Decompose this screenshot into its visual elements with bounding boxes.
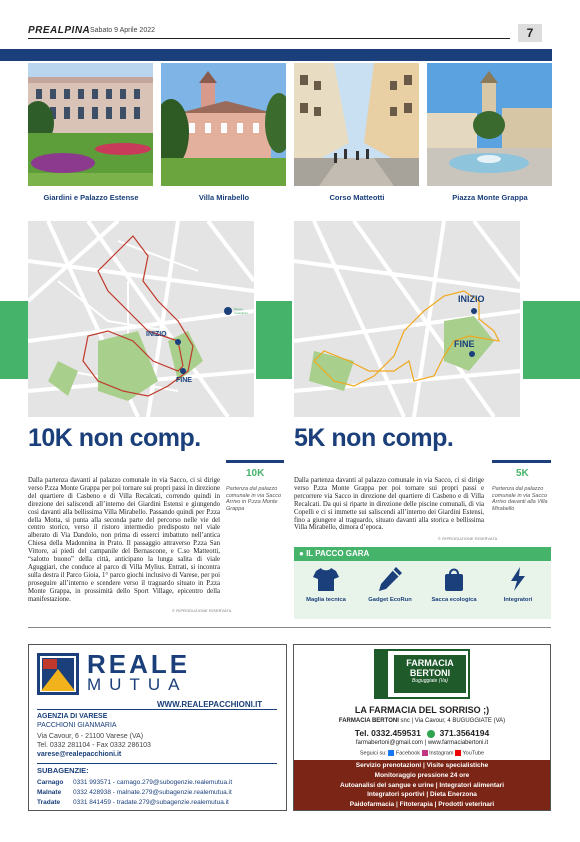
farmacia-logo-line3: Buguggiate (Va) bbox=[412, 678, 448, 684]
subagency-phone: 0331 841459 bbox=[73, 799, 111, 806]
farmacia-logo-stripe bbox=[376, 651, 388, 697]
decorative-band bbox=[256, 301, 292, 379]
map-finish-label: FINE bbox=[176, 377, 192, 384]
farmacia-tel[interactable]: Tel. 0332.459531 bbox=[354, 728, 421, 738]
farmacia-logo-plate bbox=[394, 655, 466, 693]
copyright-note: © RIPRODUZIONE RISERVATA bbox=[438, 537, 498, 541]
service-line: Integratori sportivi | Dieta Enerzona bbox=[367, 791, 477, 799]
subagency-phone: 0331 993571 bbox=[73, 779, 111, 786]
decorative-band bbox=[0, 301, 28, 379]
service-line: Servizio prenotazioni | Visite specialistiche bbox=[355, 762, 489, 769]
lightning-icon bbox=[505, 566, 531, 592]
copyright-note: © RIPRODUZIONE RISERVATA bbox=[172, 609, 232, 613]
agency-phone: Tel. 0332 281104 - Fax 0332 286103 bbox=[37, 742, 151, 749]
title-rule bbox=[492, 460, 551, 463]
section-divider bbox=[28, 627, 551, 628]
photo-caption: Corso Matteotti bbox=[329, 193, 385, 202]
pacco-item-label: Sacca ecologica bbox=[431, 597, 477, 603]
race-10k-title: 10K non comp. bbox=[28, 424, 201, 452]
farmacia-whatsapp[interactable]: 371.3564194 bbox=[439, 728, 490, 738]
subagency-email[interactable]: carnago.279@subogenzie.realemutua.it bbox=[116, 779, 233, 786]
pacco-item bbox=[294, 566, 358, 603]
route-map-10k bbox=[28, 221, 254, 417]
tshirt-icon bbox=[313, 566, 339, 592]
youtube-icon bbox=[455, 750, 461, 756]
farmacia-address-detail: snc | Via Cavour, 4 BUGUGGIATE (VA) bbox=[400, 718, 506, 724]
header-divider bbox=[28, 38, 510, 39]
farmacia-phones bbox=[294, 728, 550, 738]
photo-piazza-monte-grappa bbox=[427, 63, 552, 186]
agent-name: PACCHIONI GIANMARIA bbox=[37, 722, 117, 729]
photo-palazzo-estense bbox=[28, 63, 153, 186]
subagency-email[interactable]: malnate.279@subagenzie.realemutua.it bbox=[116, 789, 232, 796]
facebook-icon bbox=[388, 750, 394, 756]
decorative-band bbox=[523, 301, 580, 379]
map-start-label: INIZIO bbox=[458, 294, 485, 304]
pacco-item bbox=[358, 566, 422, 603]
reale-url[interactable]: WWW.REALEPACCHIONI.IT bbox=[157, 700, 263, 709]
race-5k-badge: 5K bbox=[516, 468, 529, 479]
race-10k-note: Partenza dal palazzo comunale in via Sacco Arrivo in P.zza Monte Grappa bbox=[226, 486, 282, 512]
subagency-row: Malnate 0332 428938 - malnate.279@subagenzie.realemutua.it bbox=[37, 789, 232, 796]
race-10k-description: Dalla partenza davanti al palazzo comunale in via Sacco, ci si dirige verso P.zza Monte Grappa per poi tornare sui propri passi in direzione del quartiere di Casbeno e di Villa Recalcati, correndo quindi in direzione dei saliscendi all’interno dei Giardini Estensi e giungendo così davanti alla bellissima Villa Mirabello. Passando quindi per P.zza della Motta, si punta alla seconda parte del percorso nelle vie del centro storico, verso il ristoro intermedio predisposto nel viale alberato di Via Dandolo, non prima di esserci imbattuto nell’antica Chiesa della Madonnina in Prato. Il passaggio attraverso P.zza San Vittore, ai piedi del campanile del Bernascone, e C.so Matteotti, “salotto buono” della città, anticipano la lunga salita di viale Aguggiari, che conduce al parco di Villa Mylius. Entrati, si incontra sulla destra il Parco Gioia, 1° parco giochi inclusivo di Varese, per poi proseguire all’interno e scendere verso il traguardo situato in P.zza Monte Grappa, in prossimità dello Sport Village, epicentro della manifestazione. bbox=[28, 477, 220, 603]
pacco-item bbox=[486, 566, 550, 603]
facebook-link[interactable]: Facebook bbox=[395, 750, 420, 757]
race-5k-description: Dalla partenza davanti al palazzo comunale in via Sacco, ci si dirige verso P.zza Monte Grappa per poi tornare sui propri passi e percorrere via Sacco in direzione del quartiere di Casbeno e di Villa Recalcati. Da qui si riparte in direzione delle piscine comunali, di via Copelli e ci si immette sui saliscendi all’interno dei Giardini Estensi, fino a giungere al traguardo, situato davanti alla storica e bellissima Villa Mirabello, dimora d’epoca. bbox=[294, 477, 484, 532]
subagencies-list bbox=[37, 778, 282, 808]
ad-reale-mutua bbox=[28, 644, 287, 811]
subagency-city: Tradate bbox=[37, 799, 61, 806]
ad-divider bbox=[37, 763, 277, 764]
pacco-gara-panel bbox=[294, 561, 551, 619]
race-10k-badge: 10K bbox=[246, 468, 265, 479]
newspaper-logo: PREALPINA bbox=[28, 25, 91, 36]
subagency-city: Malnate bbox=[37, 789, 62, 796]
pacco-item-label: Maglia tecnica bbox=[306, 597, 346, 603]
instagram-link[interactable]: Instagram bbox=[429, 750, 454, 757]
farmacia-logo-line1: FARMACIA bbox=[406, 658, 454, 668]
pacco-item-label: Gadget EcoRun bbox=[368, 597, 412, 603]
farmacia-address bbox=[294, 718, 550, 724]
mutua-brand: MUTUA bbox=[87, 675, 188, 694]
title-rule bbox=[226, 460, 284, 463]
reale-mutua-logo-icon bbox=[37, 653, 79, 695]
race-5k-title: 5K non comp. bbox=[294, 424, 454, 452]
whatsapp-icon bbox=[427, 730, 435, 738]
ad-farmacia-bertoni bbox=[293, 644, 551, 811]
photo-caption: Piazza Monte Grappa bbox=[452, 193, 528, 202]
farmacia-headline: LA FARMACIA DEL SORRISO ;) bbox=[354, 705, 490, 715]
subagency-row: Tradate 0331 841459 - tradate.279@subagenzie.realemutua.it bbox=[37, 799, 229, 806]
subagency-email[interactable]: tradate.279@subagenzie.realemutua.it bbox=[116, 799, 229, 806]
photo-caption: Giardini e Palazzo Estense bbox=[43, 193, 139, 202]
subagency-row: Carnago 0331 993571 - carnago.279@subogenzie.realemutua.it bbox=[37, 779, 233, 786]
race-5k-note: Partenza dal palazzo comunale in via Sacco Arrivo davanti alla Villa Mirabello bbox=[492, 486, 548, 512]
youtube-link[interactable]: YouTube bbox=[462, 750, 485, 757]
farmacia-logo bbox=[374, 649, 470, 699]
pacco-item-label: Integratori bbox=[503, 597, 533, 603]
service-line: Monitoraggio pressione 24 ore bbox=[374, 771, 470, 779]
agency-address: Via Cavour, 6 - 21100 Varese (VA) bbox=[37, 733, 144, 740]
ad-divider bbox=[37, 709, 277, 710]
page-number: 7 bbox=[518, 24, 542, 42]
pacco-gara-title: IL PACCO GARA bbox=[306, 549, 370, 558]
map-start-label: INIZIO bbox=[146, 331, 167, 338]
service-line: Paidofarmacia | Fitoterapia | Prodotti veterinari bbox=[349, 801, 495, 809]
route-map-5k bbox=[294, 221, 520, 417]
map-finish-label: FINE bbox=[454, 339, 475, 349]
pacco-item bbox=[422, 566, 486, 603]
instagram-icon bbox=[422, 750, 428, 756]
section-bar bbox=[0, 49, 552, 61]
farmacia-contacts[interactable]: farmabertoni@gmail.com | www.farmaciabertoni.it bbox=[355, 740, 489, 746]
farmacia-social bbox=[294, 750, 550, 756]
photo-villa-mirabello bbox=[161, 63, 286, 186]
agency-email[interactable]: varese@realepacchioni.it bbox=[37, 751, 122, 758]
subagency-city: Carnago bbox=[37, 779, 64, 786]
subagencies-title: SUBAGENZIE: bbox=[37, 766, 89, 775]
farmacia-services bbox=[294, 760, 550, 810]
subagency-phone: 0332 428938 bbox=[73, 789, 111, 796]
photo-corso-matteotti bbox=[294, 63, 419, 186]
issue-date: Sabato 9 Aprile 2022 bbox=[90, 27, 155, 34]
agency-name: AGENZIA DI VARESE bbox=[37, 713, 108, 720]
pacco-gara-header: ● IL PACCO GARA bbox=[294, 547, 551, 561]
map-poi-label: Museo Castiglioni bbox=[234, 307, 248, 315]
farmacia-logo-line2: BERTONI bbox=[409, 668, 451, 678]
bag-icon bbox=[441, 566, 467, 592]
farmacia-name: FARMACIA BERTONI bbox=[338, 718, 399, 724]
photo-caption: Villa Mirabello bbox=[198, 193, 250, 202]
follow-label: Seguici su: bbox=[359, 750, 387, 757]
pencil-icon bbox=[377, 566, 403, 592]
service-line: Autoanalisi del sangue e urine | Integratori alimentari bbox=[340, 781, 504, 789]
reale-brand: REALE bbox=[87, 649, 191, 679]
